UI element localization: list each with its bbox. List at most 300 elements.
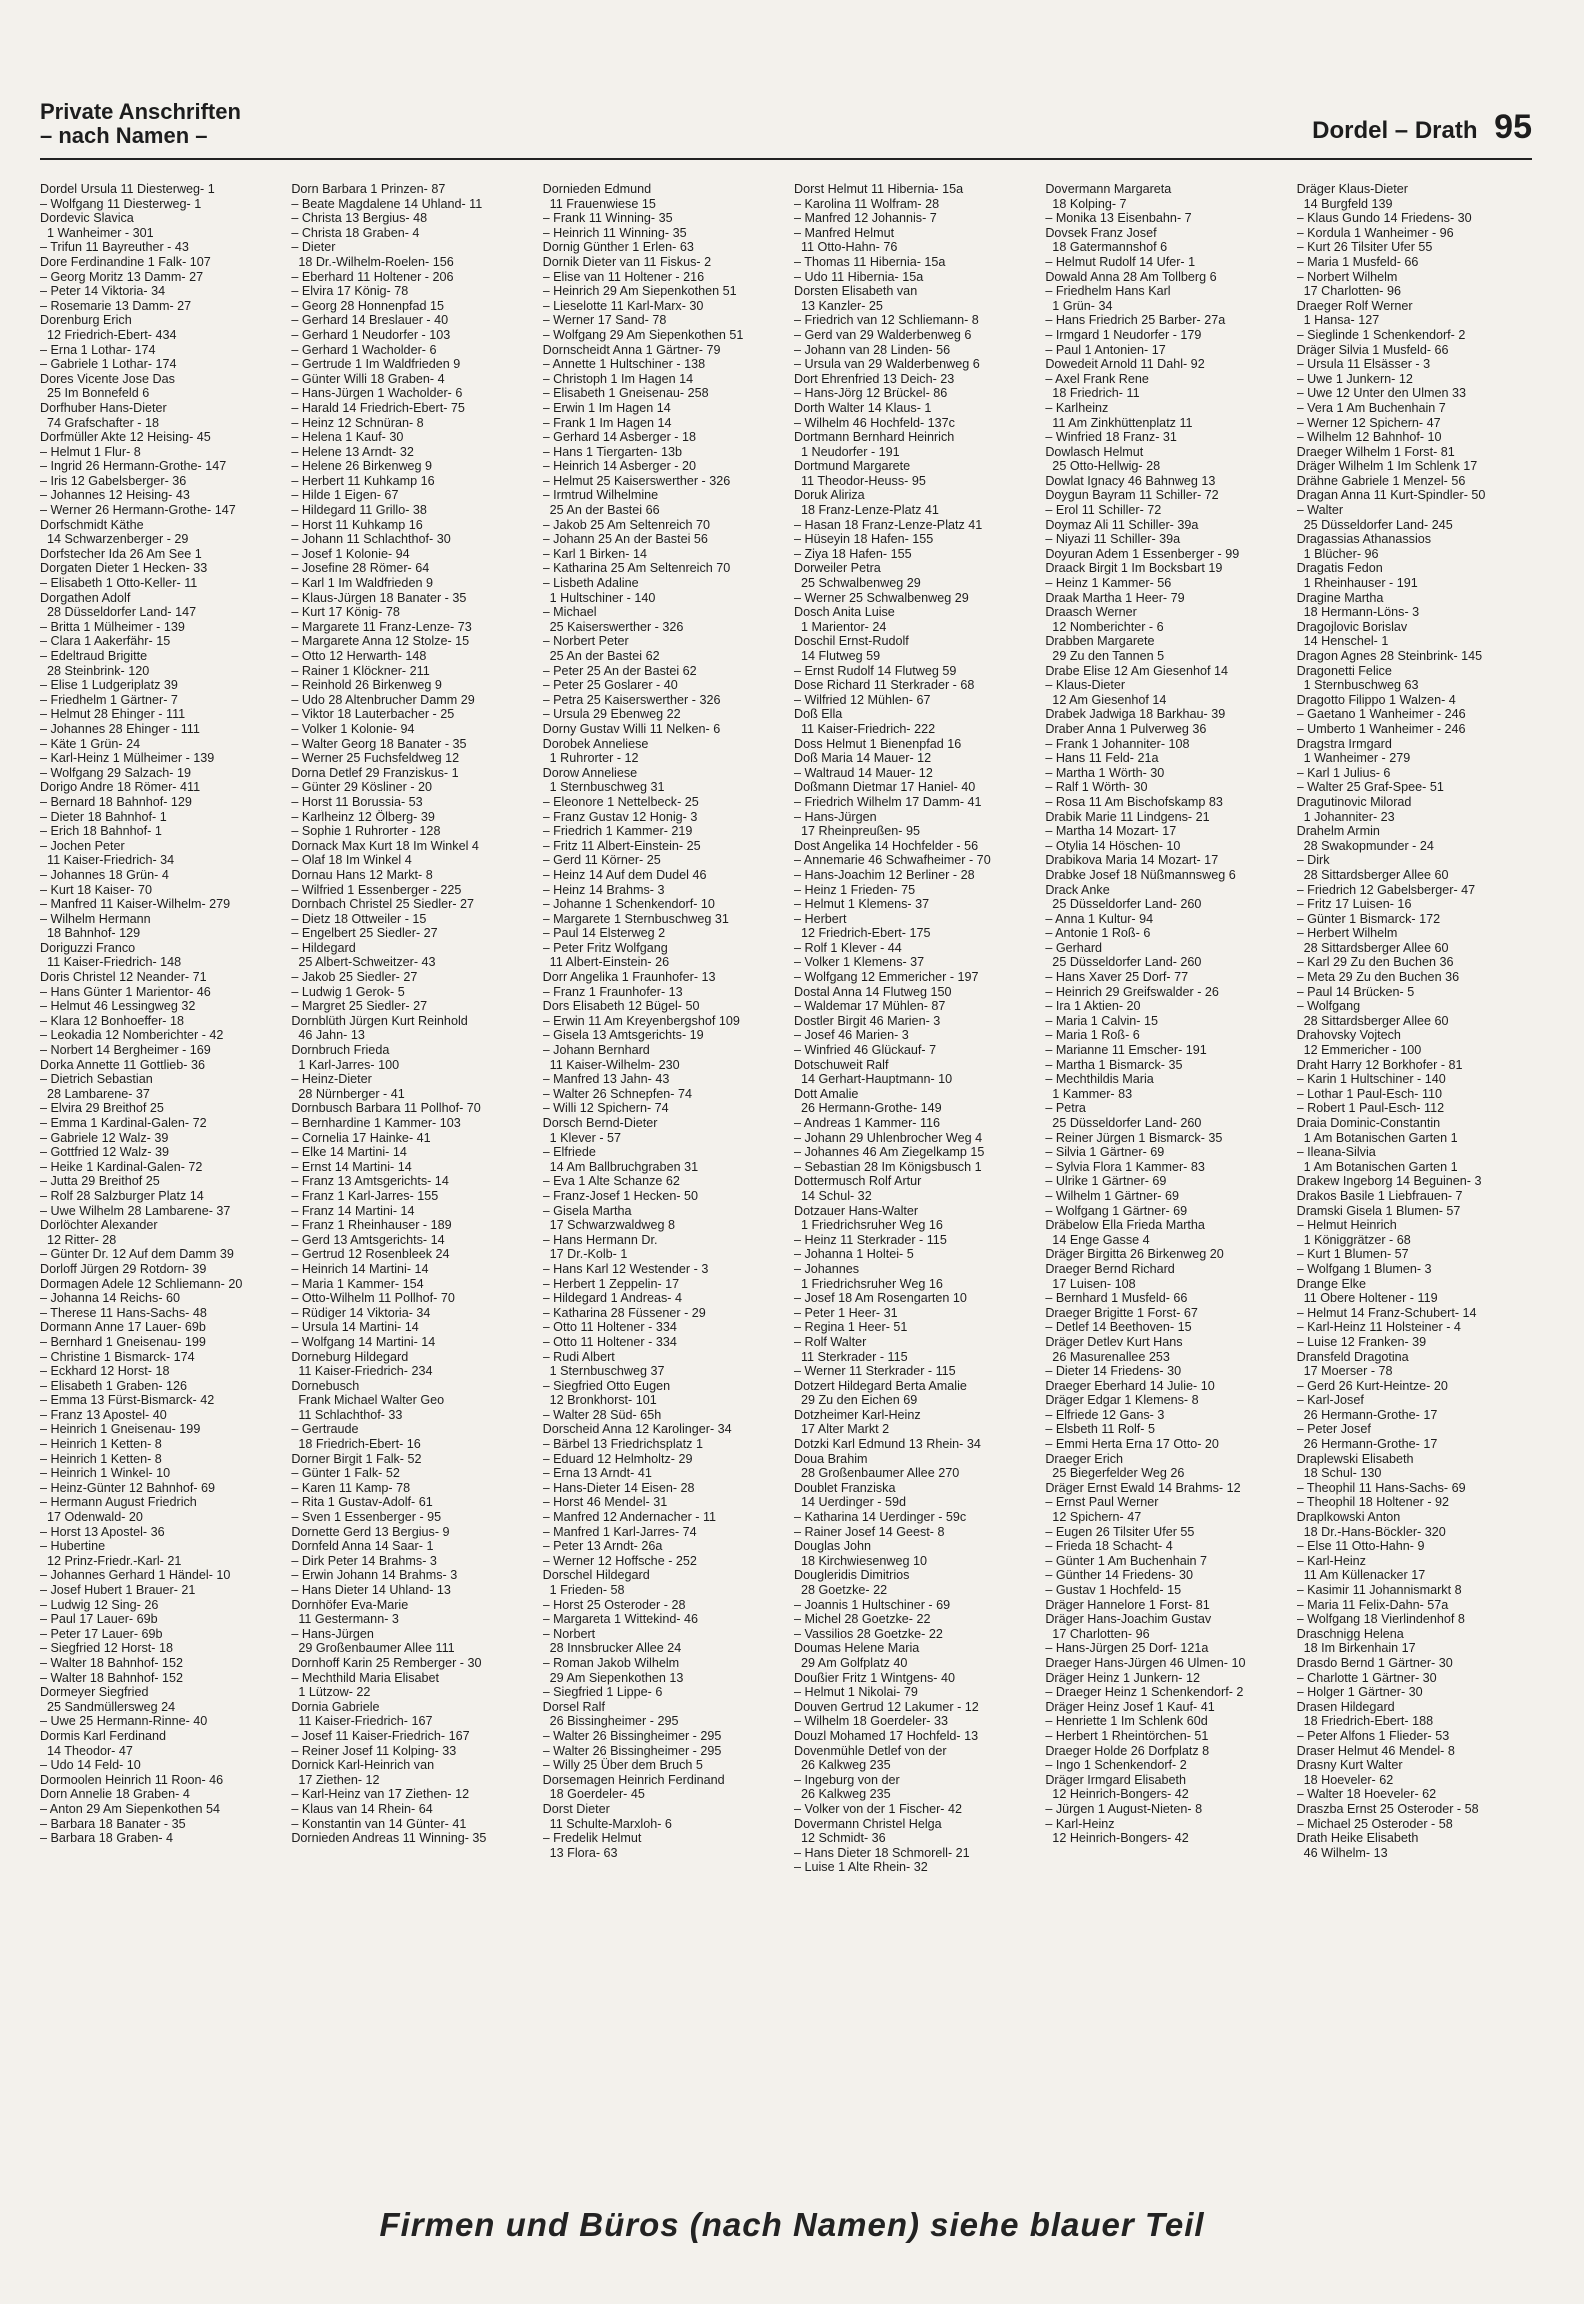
directory-entry: – Sieglinde 1 Schenkendorf- 2	[1296, 327, 1466, 342]
directory-entry: – Hermann August Friedrich	[40, 1495, 197, 1510]
directory-entry: – Maria 1 Kammer- 154	[291, 1276, 424, 1291]
directory-entry: – Sylvia Flora 1 Kammer- 83	[1045, 1159, 1205, 1174]
directory-entry: – Heinrich 29 Am Siepenkothen 51	[542, 284, 737, 299]
directory-entry: – Leokadia 12 Nomberichter - 42	[40, 1028, 224, 1043]
directory-entry: Dransfeld Dragotina	[1296, 1349, 1409, 1364]
directory-entry: Dott Amalie	[793, 1086, 859, 1101]
directory-entry: Dorsemagen Heinrich Ferdinand	[542, 1772, 725, 1787]
directory-entry: Dorscheid Anna 12 Karolinger- 34	[542, 1422, 732, 1437]
directory-entry: – Hildegard	[291, 940, 356, 955]
directory-entry: 1 Neudorfer - 191	[793, 444, 900, 459]
directory-entry: – Günter Willi 18 Graben- 4	[291, 371, 445, 386]
directory-entry: – Johanna 14 Reichs- 60	[40, 1291, 181, 1306]
directory-entry: – Werner 11 Sterkrader - 115	[793, 1364, 956, 1379]
directory-entry: – Otto 11 Holtener - 334	[542, 1320, 677, 1335]
directory-entry: – Paul 1 Antonien- 17	[1045, 342, 1166, 357]
directory-entry: Dores Vicente Jose Das	[40, 371, 175, 386]
directory-entry: – Udo 28 Altenbrucher Damm 29	[291, 692, 475, 707]
directory-entry: – Walter Georg 18 Banater - 35	[291, 736, 467, 751]
directory-entry: – Josef Hubert 1 Brauer- 21	[40, 1583, 196, 1597]
directory-entry: 1 Frieden- 58	[542, 1583, 625, 1597]
directory-entry: 25 Kaiserswerther - 326	[542, 619, 684, 634]
directory-entry: 28 Sittardsberger Allee 60	[1296, 940, 1449, 955]
directory-entry: – Werner 25 Fuchsfeldweg 12	[291, 751, 460, 766]
directory-entry: – Katharina 14 Uerdinger - 59c	[793, 1510, 967, 1525]
directory-columns	[40, 182, 1530, 2132]
directory-entry: 28 Nürnberger - 41	[291, 1086, 405, 1101]
directory-entry: – Wolfgang	[1296, 999, 1361, 1014]
directory-entry: – Helmut 28 Ehinger - 111	[40, 707, 186, 722]
directory-entry: Dornau Hans 12 Markt- 8	[291, 867, 433, 882]
directory-entry: – Franz Gustav 12 Honig- 3	[542, 809, 698, 824]
directory-entry: – Wilhelm 12 Bahnhof- 10	[1296, 430, 1442, 445]
directory-entry: – Johannes	[793, 1261, 860, 1276]
directory-entry: Dorneburg Hildegard	[291, 1349, 409, 1364]
directory-entry: – Helmut 25 Kaiserswerther - 326	[542, 473, 731, 488]
directory-entry: – Ursula 29 Ebenweg 22	[542, 707, 681, 722]
directory-entry: Dotschuweit Ralf	[793, 1057, 889, 1072]
directory-entry: – Friedrich 1 Kammer- 219	[542, 824, 693, 839]
directory-entry: – Karlheinz 12 Ölberg- 39	[291, 809, 435, 824]
directory-entry: – Siegfried Otto Eugen	[542, 1378, 671, 1393]
directory-entry: – Eva 1 Alte Schanze 62	[542, 1174, 680, 1189]
directory-entry: 1 Rheinhauser - 191	[1296, 576, 1418, 591]
directory-entry: – Johannes 12 Heising- 43	[40, 488, 190, 503]
directory-entry: 46 Wilhelm- 13	[1296, 1845, 1388, 1860]
directory-entry: – Paul 17 Lauer- 69b	[40, 1612, 158, 1627]
directory-entry: – Wolfgang 1 Gärtner- 69	[1045, 1203, 1188, 1218]
directory-entry: Dovenmühle Detlef von der	[793, 1743, 947, 1758]
directory-entry: – Uwe 12 Unter den Ulmen 33	[1296, 386, 1467, 401]
directory-entry: Dorschel Hildegard	[542, 1568, 650, 1583]
directory-entry: – Hans Günter 1 Marientor- 46	[40, 984, 211, 999]
directory-entry: – Katharina 25 Am Seltenreich 70	[542, 561, 731, 576]
directory-entry: – Irmtrud Wilhelmine	[542, 488, 659, 503]
directory-entry: Draht Harry 12 Borkhofer - 81	[1296, 1057, 1463, 1072]
directory-entry: – Helmut Rudolf 14 Ufer- 1	[1045, 254, 1196, 269]
directory-entry: – Jutta 29 Breithof 25	[40, 1174, 160, 1189]
directory-entry: Draeger Rolf Werner	[1296, 298, 1413, 313]
directory-entry: – Wolfgang 12 Emmericher - 197	[793, 970, 979, 985]
directory-entry: Doßmann Dietmar 17 Haniel- 40	[793, 780, 976, 795]
directory-entry: – Herbert Wilhelm	[1296, 926, 1398, 941]
directory-entry: Dornik Dieter van 11 Fiskus- 2	[542, 254, 712, 269]
directory-entry: – Rainer Josef 14 Geest- 8	[793, 1524, 945, 1539]
directory-entry: Dragstra Irmgard	[1296, 736, 1392, 751]
directory-entry: – Werner 12 Spichern- 47	[1296, 415, 1441, 430]
directory-entry: 11 Kaiser-Friedrich- 167	[291, 1714, 433, 1729]
directory-entry: 18 Goerdeler- 45	[542, 1787, 645, 1802]
directory-entry: Dormann Anne 17 Lauer- 69b	[40, 1320, 206, 1335]
directory-entry: – Martha 1 Wörth- 30	[1045, 765, 1165, 780]
directory-entry: – Ingeburg von der	[793, 1772, 900, 1787]
directory-entry: – Horst 46 Mendel- 31	[542, 1495, 668, 1510]
directory-entry: 25 Biegerfelder Weg 26	[1045, 1466, 1185, 1481]
directory-entry: 74 Grafschafter - 18	[40, 415, 159, 430]
directory-entry: – Manfred 12 Andernacher - 11	[542, 1510, 717, 1525]
directory-entry: – Lothar 1 Paul-Esch- 110	[1296, 1086, 1443, 1101]
directory-entry: 11 Schlachthof- 33	[291, 1407, 403, 1422]
directory-entry: 1 Königgrätzer - 68	[1296, 1232, 1411, 1247]
directory-entry: – Gabriele 12 Walz- 39	[40, 1130, 169, 1145]
directory-entry: – Maria 1 Roß- 6	[1045, 1028, 1140, 1043]
directory-entry: Dorfschmidt Käthe	[40, 517, 144, 532]
directory-entry: – Bernard 18 Bahnhof- 129	[40, 794, 192, 809]
directory-entry: – Heinz 12 Schnüran- 8	[291, 415, 424, 430]
directory-entry: – Olaf 18 Im Winkel 4	[291, 853, 412, 868]
directory-entry: – Elke 14 Martini- 14	[291, 1145, 407, 1160]
directory-entry: – Josef 18 Am Rosengarten 10	[793, 1291, 967, 1306]
directory-entry: – Joannis 1 Hultschiner - 69	[793, 1597, 951, 1612]
directory-entry: Douglas John	[793, 1539, 871, 1554]
directory-entry: 25 An der Bastei 66	[542, 503, 660, 518]
directory-entry: – Elsbeth 11 Rolf- 5	[1045, 1422, 1155, 1437]
directory-entry: – Gabriele 1 Lothar- 174	[40, 357, 177, 372]
directory-entry: Drange Elke	[1296, 1276, 1366, 1291]
directory-entry: 18 Friedrich- 11	[1045, 386, 1140, 401]
directory-entry: Dorfmüller Akte 12 Heising- 45	[40, 430, 211, 445]
directory-entry: 18 Im Birkenhain 17	[1296, 1641, 1416, 1656]
directory-entry: – Uwe 25 Hermann-Rinne- 40	[40, 1714, 208, 1729]
directory-entry: 17 Moerser - 78	[1296, 1364, 1393, 1379]
directory-entry: – Vera 1 Am Buchenhain 7	[1296, 400, 1446, 415]
directory-entry: – Rudi Albert	[542, 1349, 615, 1364]
directory-entry: – Mechthildis Maria	[1045, 1072, 1154, 1087]
directory-entry: 1 Lützow- 22	[291, 1685, 371, 1700]
directory-entry: – Hildegard 1 Andreas- 4	[542, 1291, 682, 1306]
directory-entry: 1 Am Botanischen Garten 1	[1296, 1159, 1458, 1174]
directory-entry: – Wilhelm 18 Goerdeler- 33	[793, 1714, 948, 1729]
directory-entry: – Johann Bernhard	[542, 1043, 650, 1058]
directory-entry: Drath Heike Elisabeth	[1296, 1831, 1419, 1846]
directory-entry: Dräger Edgar 1 Klemens- 8	[1045, 1393, 1199, 1408]
directory-entry: Draeger Eberhard 14 Julie- 10	[1045, 1378, 1215, 1393]
directory-entry: 1 Grün- 34	[1045, 298, 1113, 313]
directory-entry: Dräger Hans-Joachim Gustav	[1045, 1612, 1212, 1627]
directory-entry: 11 Obere Holtener - 119	[1296, 1291, 1438, 1306]
directory-entry: – Franz 1 Rheinhauser - 189	[291, 1218, 452, 1233]
directory-entry: – Roman Jakob Wilhelm	[542, 1655, 680, 1670]
directory-entry: – Peter 25 An der Bastei 62	[542, 663, 697, 678]
directory-entry: 1 Ruhrorter - 12	[542, 751, 639, 766]
directory-entry: 14 Uerdinger - 59d	[793, 1495, 906, 1510]
directory-entry: 12 Schmidt- 36	[793, 1831, 886, 1846]
directory-entry: – Regina 1 Heer- 51	[793, 1320, 908, 1335]
directory-entry: Drähne Gabriele 1 Menzel- 56	[1296, 473, 1466, 488]
directory-entry: 14 Am Ballbruchgraben 31	[542, 1159, 699, 1174]
directory-entry: – Andreas 1 Kammer- 116	[793, 1116, 941, 1130]
directory-entry: Dornig Günther 1 Erlen- 63	[542, 240, 694, 255]
directory-entry: – Franz 1 Karl-Jarres- 155	[291, 1188, 439, 1203]
directory-entry: Dragutinovic Milorad	[1296, 794, 1412, 809]
directory-entry: Dornscheidt Anna 1 Gärtner- 79	[542, 342, 721, 357]
directory-entry: – Peter 14 Viktoria- 34	[40, 284, 166, 299]
directory-entry: – Werner 26 Hermann-Grothe- 147	[40, 503, 236, 518]
directory-entry: – Eugen 26 Tilsiter Ufer 55	[1045, 1524, 1195, 1539]
directory-entry: – Iris 12 Gabelsberger- 36	[40, 473, 187, 488]
directory-entry: 17 Rheinpreußen- 95	[793, 824, 921, 839]
directory-entry: – Udo 14 Feld- 10	[40, 1758, 141, 1773]
directory-entry: 18 Franz-Lenze-Platz 41	[793, 503, 939, 518]
directory-entry: – Josef 11 Kaiser-Friedrich- 167	[291, 1728, 470, 1743]
directory-entry: 25 An der Bastei 62	[542, 649, 660, 663]
directory-entry: 1 Blücher- 96	[1296, 546, 1379, 561]
directory-entry: – Michel 28 Goetzke- 22	[793, 1612, 931, 1627]
directory-entry: – Peter Alfons 1 Flieder- 53	[1296, 1728, 1450, 1743]
directory-entry: Dornebusch	[291, 1378, 360, 1393]
directory-entry: – Hans Friedrich 25 Barber- 27a	[1045, 313, 1226, 328]
directory-entry: – Erwin 1 Im Hagen 14	[542, 400, 671, 415]
directory-entry: – Wolfgang 29 Salzach- 19	[40, 765, 191, 780]
directory-entry: – Karin 1 Hultschiner - 140	[1296, 1072, 1446, 1087]
directory-entry: – Walter 18 Bahnhof- 152	[40, 1655, 184, 1670]
directory-entry: 1 Sternbuschweg 37	[542, 1364, 665, 1379]
directory-entry: – Hans-Joachim 12 Berliner - 28	[793, 867, 975, 882]
directory-entry: – Bernhardine 1 Kammer- 103	[291, 1116, 461, 1130]
directory-entry: Dorigo Andre 18 Römer- 411	[40, 780, 201, 795]
directory-entry: Dräbelow Ella Frieda Martha	[1045, 1218, 1205, 1233]
directory-entry: – Josef 46 Marien- 3	[793, 1028, 909, 1043]
directory-entry: 14 Schwarzenberger - 29	[40, 532, 189, 547]
directory-entry: 12 Friedrich-Ebert- 175	[793, 926, 931, 941]
directory-entry: – Jürgen 1 August-Nieten- 8	[1045, 1801, 1203, 1816]
directory-entry: – Kurt 26 Tilsiter Ufer 55	[1296, 240, 1433, 255]
directory-entry: – Heinrich 1 Ketten- 8	[40, 1437, 162, 1452]
directory-entry: 1 Friedrichsruher Weg 16	[793, 1218, 943, 1233]
directory-entry: – Hans-Jörg 12 Brückel- 86	[793, 386, 948, 401]
directory-entry: – Fritz 17 Luisen- 16	[1296, 897, 1412, 912]
directory-entry: – Elfriede	[542, 1145, 596, 1160]
directory-entry: – Johannes 18 Grün- 4	[40, 867, 169, 882]
directory-entry: 14 Gerhart-Hauptmann- 10	[793, 1072, 953, 1087]
directory-entry: – Hans Dieter 14 Uhland- 13	[291, 1583, 451, 1597]
directory-entry: – Klaus Gundo 14 Friedens- 30	[1296, 211, 1472, 226]
directory-entry: – Heinz 11 Sterkrader - 115	[793, 1232, 947, 1247]
directory-entry: Doublet Franziska	[793, 1480, 896, 1495]
directory-entry: – Hans Hermann Dr.	[542, 1232, 658, 1247]
directory-entry: Draasch Werner	[1045, 605, 1137, 620]
directory-entry: Dragonetti Felice	[1296, 663, 1392, 678]
section-title-line1: Private Anschriften	[40, 99, 241, 124]
directory-entry: – Gottfried 12 Walz- 39	[40, 1145, 170, 1160]
directory-entry: 28 Sittardsberger Allee 60	[1296, 1013, 1449, 1028]
directory-entry: – Cornelia 17 Hainke- 41	[291, 1130, 431, 1145]
directory-entry: – Georg Moritz 13 Damm- 27	[40, 269, 204, 284]
directory-entry: – Karl 1 Julius- 6	[1296, 765, 1391, 780]
directory-entry: 13 Flora- 63	[542, 1845, 618, 1860]
directory-entry: Dordevic Slavica	[40, 211, 134, 226]
directory-entry: 1 Klever - 57	[542, 1130, 622, 1145]
directory-entry: 1 Sternbuschweg 31	[542, 780, 665, 795]
directory-entry: – Klaus van 14 Rhein- 64	[291, 1801, 433, 1816]
directory-entry: 29 Am Golfplatz 40	[793, 1655, 908, 1670]
directory-entry: – Martha 14 Mozart- 17	[1045, 824, 1177, 839]
directory-entry: – Edeltraud Brigitte	[40, 649, 148, 663]
directory-entry: Dowlat Ignacy 46 Bahnweg 13	[1045, 473, 1216, 488]
directory-entry: Dorr Angelika 1 Fraunhofer- 13	[542, 970, 716, 985]
directory-entry: Dräger Birgitta 26 Birkenweg 20	[1045, 1247, 1224, 1262]
directory-entry: – Therese 11 Hans-Sachs- 48	[40, 1305, 207, 1320]
directory-entry: Drakos Basile 1 Liebfrauen- 7	[1296, 1188, 1463, 1203]
directory-entry: – Margret 25 Siedler- 27	[291, 999, 428, 1014]
directory-entry: – Frieda 18 Schacht- 4	[1045, 1539, 1173, 1554]
directory-entry: – Hüseyin 18 Hafen- 155	[793, 532, 934, 547]
directory-entry: 17 Alter Markt 2	[793, 1422, 890, 1437]
directory-entry: – Kasimir 11 Johannismarkt 8	[1296, 1583, 1462, 1597]
directory-entry: – Holger 1 Gärtner- 30	[1296, 1685, 1423, 1700]
directory-entry: – Petra	[1045, 1101, 1086, 1116]
directory-entry: 28 Swakopmunder - 24	[1296, 838, 1434, 853]
directory-entry: – Klaus-Jürgen 18 Banater - 35	[291, 590, 467, 605]
directory-entry: Dornfeld Anna 14 Saar- 1	[291, 1539, 434, 1554]
directory-entry: – Otto 11 Holtener - 334	[542, 1334, 677, 1349]
directory-entry: Draeger Erich	[1045, 1451, 1124, 1466]
directory-entry: – Elisabeth 1 Gneisenau- 258	[542, 386, 709, 401]
directory-entry: – Trifun 11 Bayreuther - 43	[40, 240, 189, 255]
directory-entry: – Günter 1 Falk- 52	[291, 1466, 400, 1481]
directory-entry: Doriguzzi Franco	[40, 940, 136, 955]
directory-entry: – Frank 1 Johanniter- 108	[1045, 736, 1190, 751]
directory-entry: – Udo 11 Hibernia- 15a	[793, 269, 924, 284]
directory-column-1	[40, 182, 273, 2132]
directory-entry: – Antonie 1 Roß- 6	[1045, 926, 1151, 941]
directory-entry: Dovermann Margareta	[1045, 182, 1172, 196]
directory-entry: 18 Dr.-Hans-Böckler- 320	[1296, 1524, 1446, 1539]
directory-entry: – Günter Dr. 12 Auf dem Damm 39	[40, 1247, 234, 1262]
directory-entry: – Erwin 11 Am Kreyenbergshof 109	[542, 1013, 740, 1028]
directory-entry: – Axel Frank Rene	[1045, 371, 1149, 386]
directory-entry: – Paul 14 Elsterweg 2	[542, 926, 666, 941]
directory-entry: – Kurt 18 Kaiser- 70	[40, 882, 153, 897]
directory-entry: – Walter 26 Bissingheimer - 295	[542, 1743, 722, 1758]
directory-entry: Drabikova Maria 14 Mozart- 17	[1045, 853, 1219, 868]
directory-entry: – Rainer 1 Klöckner- 211	[291, 663, 430, 678]
directory-entry: – Ludwig 12 Sing- 26	[40, 1597, 159, 1612]
directory-entry: – Otto-Wilhelm 11 Pollhof- 70	[291, 1291, 455, 1306]
directory-entry: – Gerhard 1 Neudorfer - 103	[291, 327, 451, 342]
directory-entry: – Franz 1 Fraunhofer- 13	[542, 984, 683, 999]
directory-entry: – Barbara 18 Banater - 35	[40, 1816, 186, 1831]
directory-entry: Dotzert Hildegard Berta Amalie	[793, 1378, 967, 1393]
directory-entry: – Luise 1 Alte Rhein- 32	[793, 1860, 928, 1875]
directory-entry: – Meta 29 Zu den Buchen 36	[1296, 970, 1460, 985]
directory-entry: – Konstantin van 14 Günter- 41	[291, 1816, 467, 1831]
directory-entry: – Karlheinz	[1045, 400, 1109, 415]
directory-entry: Dordel Ursula 11 Diesterweg- 1	[40, 182, 215, 196]
directory-entry: 11 Frauenwiese 15	[542, 196, 656, 211]
directory-entry: 1 Hultschiner - 140	[542, 590, 656, 605]
directory-entry: – Gerhard 14 Breslauer - 40	[291, 313, 449, 328]
directory-entry: – Martha 1 Bismarck- 35	[1045, 1057, 1183, 1072]
directory-entry: – Fredelik Helmut	[542, 1831, 642, 1846]
directory-entry: – Wilhelm Hermann	[40, 911, 151, 926]
directory-entry: – Walter 26 Schnepfen- 74	[542, 1086, 693, 1101]
directory-entry: – Wolfgang 1 Blumen- 3	[1296, 1261, 1432, 1276]
directory-entry: – Rüdiger 14 Viktoria- 34	[291, 1305, 431, 1320]
directory-entry: Draeger Holde 26 Dorfplatz 8	[1045, 1743, 1210, 1758]
directory-entry: Draeger Bernd Richard	[1045, 1261, 1175, 1276]
directory-entry: – Elise van 11 Holtener - 216	[542, 269, 705, 284]
directory-entry: – Eleonore 1 Nettelbeck- 25	[542, 794, 699, 809]
directory-entry: Draser Helmut 46 Mendel- 8	[1296, 1743, 1455, 1758]
directory-entry: – Norbert Peter	[542, 634, 629, 649]
directory-entry: – Wilfried 1 Essenberger - 225	[291, 882, 462, 897]
directory-entry: 12 Nomberichter - 6	[1045, 619, 1164, 634]
directory-entry: 11 Otto-Hahn- 76	[793, 240, 898, 255]
directory-entry: – Gustav 1 Hochfeld- 15	[1045, 1583, 1182, 1597]
directory-entry: Dotzheimer Karl-Heinz	[793, 1407, 921, 1422]
directory-entry: – Karl-Heinz	[1045, 1816, 1115, 1831]
directory-entry: – Heinz-Günter 12 Bahnhof- 69	[40, 1480, 216, 1495]
directory-entry: Dovermann Christel Helga	[793, 1816, 942, 1831]
directory-entry: – Uwe Wilhelm 28 Lambarene- 37	[40, 1203, 231, 1218]
directory-entry: – Anton 29 Am Siepenkothen 54	[40, 1801, 220, 1816]
directory-entry: – Wolfgang 14 Martini- 14	[291, 1334, 436, 1349]
directory-entry: – Klara 12 Bonhoeffer- 18	[40, 1013, 184, 1028]
directory-entry: – Heike 1 Kardinal-Galen- 72	[40, 1159, 203, 1174]
directory-entry: 18 Gatermannshof 6	[1045, 240, 1168, 255]
directory-column-3	[543, 182, 776, 2132]
directory-entry: – Herbert 1 Rheintörchen- 51	[1045, 1728, 1209, 1743]
name-range: Dordel – Drath	[1312, 117, 1478, 144]
directory-entry: – Rolf 1 Klever - 44	[793, 940, 902, 955]
directory-entry: – Hildegard 11 Grillo- 38	[291, 503, 427, 518]
directory-entry: – Emmi Herta Erna 17 Otto- 20	[1045, 1437, 1219, 1452]
directory-entry: 1 Wanheimer - 279	[1296, 751, 1411, 766]
directory-entry: Dorgaten Dieter 1 Hecken- 33	[40, 561, 208, 576]
directory-entry: – Heinrich 14 Martini- 14	[291, 1261, 429, 1276]
directory-entry: 25 Albert-Schweitzer- 43	[291, 955, 436, 970]
directory-entry: Drabe Elise 12 Am Giesenhof 14	[1045, 663, 1229, 678]
directory-entry: – Volker 1 Kolonie- 94	[291, 721, 415, 736]
directory-entry: Dornblüth Jürgen Kurt Reinhold	[291, 1013, 468, 1028]
directory-column-5	[1045, 182, 1278, 2132]
directory-entry: – Heinz-Dieter	[291, 1072, 372, 1087]
directory-entry: – Ludwig 1 Gerok- 5	[291, 984, 405, 999]
directory-entry: – Horst 25 Osteroder - 28	[542, 1597, 686, 1612]
directory-entry: – Maria 11 Felix-Dahn- 57a	[1296, 1597, 1449, 1612]
directory-entry: – Gerhard 1 Wacholder- 6	[291, 342, 437, 357]
directory-entry: – Sebastian 28 Im Königsbusch 1	[793, 1159, 982, 1174]
directory-entry: – Friedrich van 12 Schliemann- 8	[793, 313, 979, 328]
directory-entry: Dowedeit Arnold 11 Dahl- 92	[1045, 357, 1205, 372]
directory-entry: Dorsch Bernd-Dieter	[542, 1116, 658, 1130]
directory-entry: 17 Charlotten- 96	[1296, 284, 1401, 299]
directory-entry: Dorfstecher Ida 26 Am See 1	[40, 546, 202, 561]
directory-entry: 46 Jahn- 13	[291, 1028, 365, 1043]
directory-entry: Dräger Hannelore 1 Forst- 81	[1045, 1597, 1210, 1612]
directory-entry: – Mechthild Maria Elisabet	[291, 1670, 440, 1685]
directory-entry: Draber Anna 1 Pulverweg 36	[1045, 721, 1207, 736]
directory-entry: – Heinrich 1 Gneisenau- 199	[40, 1422, 201, 1437]
directory-entry: 25 Düsseldorfer Land- 260	[1045, 1116, 1202, 1130]
directory-entry: Draeger Wilhelm 1 Forst- 81	[1296, 444, 1455, 459]
directory-entry: Dorner Birgit 1 Falk- 52	[291, 1451, 422, 1466]
directory-entry: – Vassilios 28 Goetzke- 22	[793, 1626, 943, 1641]
directory-entry: – Johanne 1 Schenkendorf- 10	[542, 897, 715, 912]
directory-entry: – Gerhard 14 Asberger - 18	[542, 430, 696, 445]
directory-entry: 1 Marientor- 24	[793, 619, 887, 634]
directory-entry: 18 Friedrich-Ebert- 16	[291, 1437, 421, 1452]
directory-entry: – Johann 11 Schlachthof- 30	[291, 532, 451, 547]
directory-entry: – Gaetano 1 Wanheimer - 246	[1296, 707, 1466, 722]
directory-entry: – Bernhard 1 Musfeld- 66	[1045, 1291, 1188, 1306]
directory-entry: Dorweiler Petra	[793, 561, 881, 576]
directory-entry: – Monika 13 Eisenbahn- 7	[1045, 211, 1192, 226]
directory-entry: – Gerd 11 Körner- 25	[542, 853, 661, 868]
directory-entry: – Margareta 1 Wittekind- 46	[542, 1612, 699, 1627]
directory-entry: – Hilde 1 Eigen- 67	[291, 488, 399, 503]
